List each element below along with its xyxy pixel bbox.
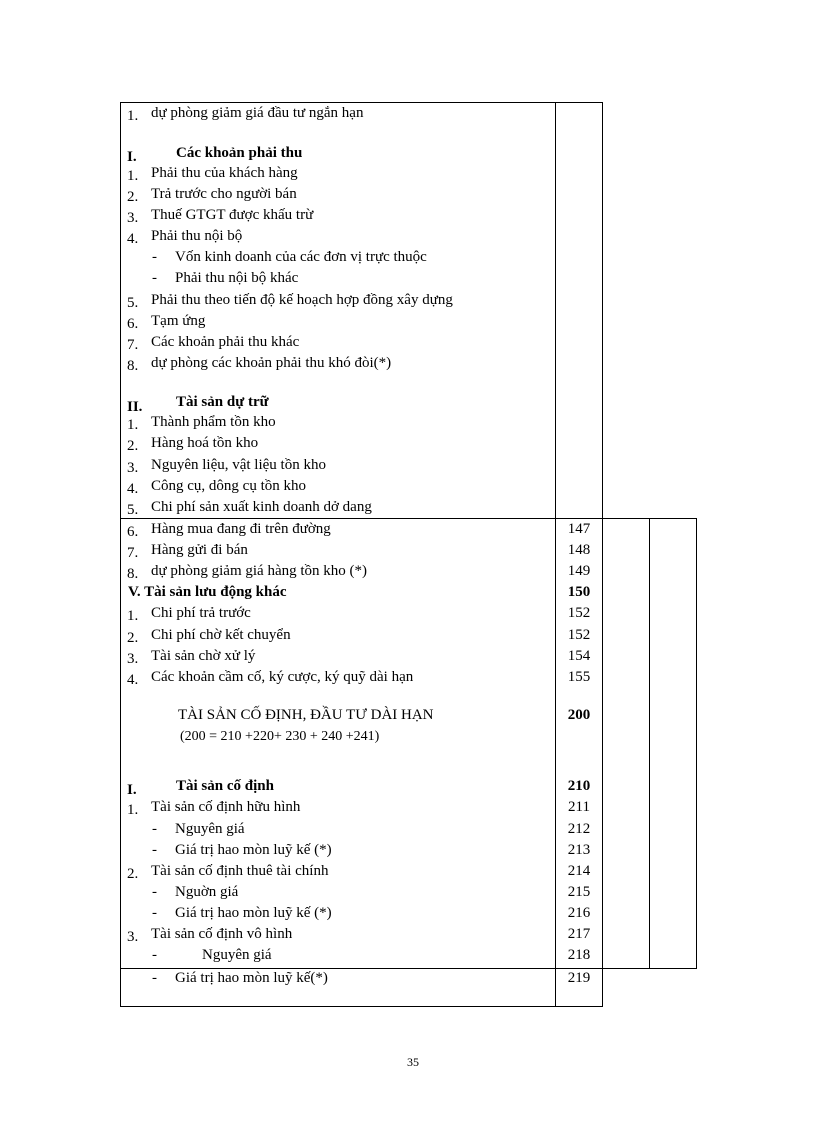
row-number: 8. [127, 566, 139, 582]
row-text: Tạm ứng [151, 313, 206, 329]
row-number: 7. [127, 337, 139, 353]
row-code: 210 [567, 778, 591, 794]
row-text: Tài sản cố định thuê tài chính [151, 863, 329, 879]
row-text: Tài sản chờ xử lý [151, 648, 256, 664]
overlay-column-divider [649, 518, 650, 969]
row-text: Hàng gửi đi bán [151, 542, 248, 558]
row-number: 4. [127, 231, 139, 247]
row-dash: - [152, 842, 157, 858]
row-dash: - [152, 905, 157, 921]
row-code: 217 [567, 926, 591, 942]
row-number: 3. [127, 210, 139, 226]
row-text: Chi phí chờ kết chuyển [151, 627, 291, 643]
row-number: 1. [127, 108, 139, 124]
row-number: I. [127, 782, 137, 798]
row-code: 218 [567, 947, 591, 963]
row-text: Thành phẩm tồn kho [151, 414, 276, 430]
row-number: 1. [127, 168, 139, 184]
table-border-left [120, 102, 121, 1007]
row-code: 212 [567, 821, 591, 837]
row-text: Chi phí trả trước [151, 605, 251, 621]
row-text: Phải thu của khách hàng [151, 165, 298, 181]
row-text: Hàng hoá tồn kho [151, 435, 259, 451]
row-dash: - [152, 970, 157, 986]
row-text: Nguyên giá [175, 821, 245, 837]
row-number: 4. [127, 672, 139, 688]
row-code: 200 [567, 707, 591, 723]
row-number: 6. [127, 524, 139, 540]
overlay-table-right [696, 518, 697, 969]
row-text: Tài sản cố định [176, 778, 274, 794]
page-number: 35 [407, 1055, 419, 1069]
row-number: II. [127, 399, 143, 415]
row-text: Vốn kinh doanh của các đơn vị trực thuộc [175, 249, 427, 265]
row-text: V. Tài sản lưu động khác [128, 584, 287, 600]
row-text: Công cụ, dông cụ tồn kho [151, 478, 306, 494]
row-text: Tài sản cố định vô hình [151, 926, 293, 942]
row-text: Hàng mua đang đi trên đường [151, 521, 331, 537]
row-text: Giá trị hao mòn luỹ kế (*) [175, 842, 332, 858]
row-code: 155 [567, 669, 591, 685]
row-code: 219 [567, 970, 591, 986]
row-dash: - [152, 884, 157, 900]
row-text: dự phòng các khoản phải thu khó đòi(*) [151, 355, 392, 371]
row-dash: - [152, 249, 157, 265]
row-number: I. [127, 149, 137, 165]
table-border-bottom [120, 1006, 603, 1007]
row-number: 4. [127, 481, 139, 497]
row-number: 2. [127, 866, 139, 882]
row-number: 6. [127, 316, 139, 332]
row-text: dự phòng giảm giá hàng tồn kho (*) [151, 563, 368, 579]
row-dash: - [152, 947, 157, 963]
row-number: 1. [127, 417, 139, 433]
row-code: 152 [567, 605, 591, 621]
row-number: 2. [127, 630, 139, 646]
row-code: 211 [568, 799, 590, 815]
row-number: 3. [127, 460, 139, 476]
row-text: Chi phí sản xuất kinh doanh dở dang [151, 499, 372, 515]
row-number: 2. [127, 438, 139, 454]
row-number: 8. [127, 358, 139, 374]
row-dash: - [152, 821, 157, 837]
row-text: Tài sản cố định hữu hình [151, 799, 301, 815]
row-text: Phải thu theo tiến độ kế hoạch hợp đồng xây dựng [151, 292, 453, 308]
row-text: Phải thu nội bộ khác [175, 270, 299, 286]
row-text: dự phòng giảm giá đầu tư ngắn hạn [151, 105, 364, 121]
row-text: (200 = 210 +220+ 230 + 240 +241) [180, 729, 380, 744]
row-number: 7. [127, 545, 139, 561]
row-code: 152 [567, 627, 591, 643]
row-text: Phải thu nội bộ [151, 228, 243, 244]
row-text: TÀI SẢN CỐ ĐỊNH, ĐẦU TƯ DÀI HẠN [178, 707, 434, 723]
row-number: 5. [127, 502, 139, 518]
row-text: Trả trước cho người bán [151, 186, 297, 202]
row-number: 1. [127, 802, 139, 818]
row-number: 3. [127, 651, 139, 667]
row-code: 215 [567, 884, 591, 900]
row-code: 213 [567, 842, 591, 858]
row-dash: - [152, 270, 157, 286]
row-code: 214 [567, 863, 591, 879]
row-text: Các khoản phải thu [176, 145, 303, 161]
row-number: 5. [127, 295, 139, 311]
row-number: 1. [127, 608, 139, 624]
row-code: 154 [567, 648, 591, 664]
row-text: Nguờn giá [175, 884, 239, 900]
row-text: Giá trị hao mòn luỹ kế (*) [175, 905, 332, 921]
row-text: Tài sản dự trữ [176, 394, 269, 410]
row-number: 2. [127, 189, 139, 205]
row-text: Các khoản cầm cố, ký cược, ký quỹ dài hạn [151, 669, 414, 685]
row-code: 149 [567, 563, 591, 579]
row-text: Nguyên giá [202, 947, 272, 963]
row-code: 150 [567, 584, 591, 600]
table-border-right [602, 102, 603, 1007]
row-text: Các khoản phải thu khác [151, 334, 300, 350]
row-text: Giá trị hao mòn luỹ kế(*) [175, 970, 328, 986]
row-code: 147 [567, 521, 591, 537]
row-number: 3. [127, 929, 139, 945]
row-code: 148 [567, 542, 591, 558]
row-text: Nguyên liệu, vật liệu tồn kho [151, 457, 326, 473]
row-text: Thuế GTGT được khấu trừ [151, 207, 314, 223]
row-code: 216 [567, 905, 591, 921]
